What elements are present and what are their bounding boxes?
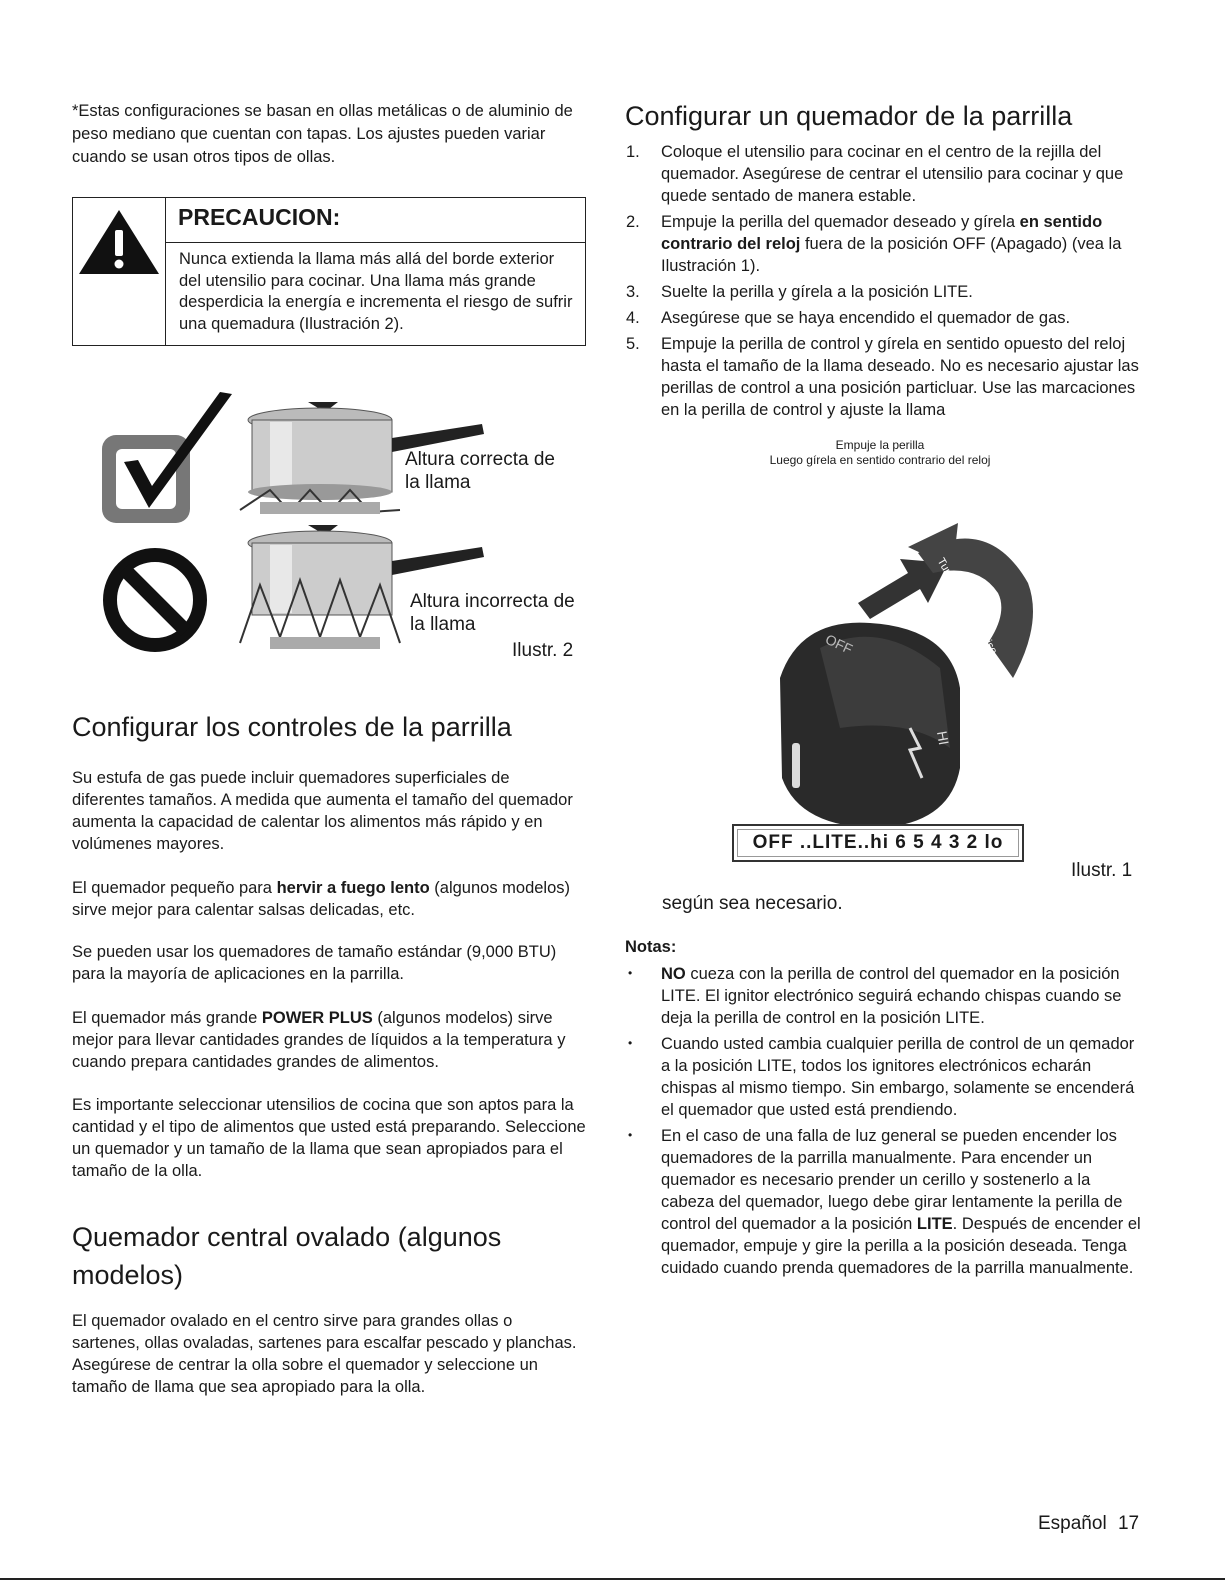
section-heading-oval-burner: Quemador central ovalado (algunos modelos) bbox=[72, 1222, 502, 1290]
caution-text: Nunca extienda la llama más allá del borde exterior del utensilio para cocinar. Una llama más grande desperdicia la energía e incrementa el riesgo de sufrir una quemadura (Ilustración 2). bbox=[179, 250, 573, 333]
figure-1-caption-line-1: Empuje la perilla bbox=[835, 438, 925, 452]
intro-note: *Estas configuraciones se basan en ollas metálicas o de aluminio de peso mediano que cuentan con tapas. Los ajustes pueden variar cuando se usan otros tipos de ollas. bbox=[72, 102, 573, 166]
oval-burner-paragraph: El quemador ovalado en el centro sirve para grandes ollas o sartenes, ollas ovaladas, sartenes para escalfar pescado y planchas. Asegúrese de centrar la olla sobre el quemador y seleccione un tamaño de llama que sea apropiado para la olla. bbox=[72, 1312, 577, 1396]
controls-paragraph-1: Su estufa de gas puede incluir quemadores superficiales de diferentes tamaños. A medida que aumenta el tamaño del quemador aumenta la capacidad de calentar los alimentos más rápido y en volúmenes mayores. bbox=[72, 769, 573, 853]
note-item: • NO cueza con la perilla de control del quemador en la posición LITE. El ignitor electrónico seguirá echando chispas cuando se deja la perilla de control en la posición LITE. bbox=[628, 965, 1122, 1027]
notes-title: Notas: bbox=[625, 938, 677, 956]
warning-icon-cell bbox=[73, 198, 166, 345]
controls-paragraph-2: El quemador pequeño para hervir a fuego lento (algunos modelos) sirve mejor para calentar salsas delicadas, etc. bbox=[72, 879, 571, 919]
step-item: 1. Coloque el utensilio para cocinar en el centro de la rejilla del quemador. Asegúrese de centrar el utensilio para cocinar y que quede sentado de manera estable. bbox=[626, 143, 1124, 205]
warning-icon bbox=[73, 206, 165, 286]
caution-title: PRECAUCION: bbox=[178, 204, 341, 230]
caution-box bbox=[72, 197, 586, 346]
dial-scale: OFF ..LITE..hi 6 5 4 3 2 lo bbox=[732, 824, 1024, 862]
push-in-label: Push in bbox=[857, 538, 903, 573]
burner-steps bbox=[622, 141, 1142, 425]
figure-1 bbox=[680, 438, 1080, 878]
note-item: • Cuando usted cambia cualquier perilla de control de un qemador a la posición LITE, todos los ignitores electrónicos echarán chispas al mismo tiempo. Sin embargo, solamente se encenderá el quemador que usted está prendiendo. bbox=[628, 1035, 1135, 1119]
correct-label: Altura correcta de la llama bbox=[405, 449, 555, 493]
controls-paragraph-4: El quemador más grande POWER PLUS (algunos modelos) sirve mejor para llevar cantidades grandes de líquidos a la temperatura y cuando prepara cantidades grandes de alimentos. bbox=[72, 1009, 566, 1071]
turn-label: Turn counterclockwise bbox=[934, 556, 1000, 657]
controls-paragraph-3: Se pueden usar los quemadores de tamaño estándar (9,000 BTU) para la mayoría de aplicaciones en la parrilla. bbox=[72, 943, 557, 983]
bottom-rule bbox=[0, 1578, 1225, 1580]
control-knob-icon bbox=[760, 608, 1000, 838]
step-item: 4. Asegúrese que se haya encendido el quemador de gas. bbox=[626, 309, 1071, 327]
caution-title-cell bbox=[166, 198, 585, 243]
figure-2-caption: Ilustr. 2 bbox=[512, 640, 574, 661]
footer-language: Español bbox=[1038, 1513, 1107, 1534]
notes-list bbox=[622, 963, 1144, 1283]
knob-hi-label: HI bbox=[933, 729, 953, 747]
section-heading-burner: Configurar un quemador de la parrilla bbox=[625, 101, 1073, 131]
incorrect-label: Altura incorrecta de la llama bbox=[410, 591, 575, 635]
note-item: • En el caso de una falla de luz general se pueden encender los quemadores de la parrilla manualmente. Para encender un quemador es necesario prender un cerillo y sostenerlo a la cabeza del quemador, luego debe girar lentamente la perilla de control del quemador a la posición LITE. Después de encender el quemador, empuje y gire la perilla a la posición deseada. Tenga cuidado cuando prenda quemadores de la parrilla manualmente. bbox=[628, 1127, 1141, 1277]
step-item: 3. Suelte la perilla y gírela a la posición LITE. bbox=[626, 283, 973, 301]
prohibited-icon bbox=[100, 545, 210, 655]
checkmark-icon bbox=[94, 390, 234, 530]
footer bbox=[1038, 1513, 1139, 1535]
page-number: 17 bbox=[1117, 1513, 1140, 1534]
controls-paragraph-5: Es importante seleccionar utensilios de cocina que son aptos para la cantidad y el tipo de alimentos que usted está preparando. Seleccione un quemador y un tamaño de la llama que sean apropiados para el tamaño de la olla. bbox=[72, 1096, 586, 1180]
figure-2 bbox=[80, 380, 590, 670]
knob-off-label: OFF bbox=[822, 630, 856, 658]
figure-1-caption: Ilustr. 1 bbox=[1071, 860, 1133, 881]
step-item: 2. Empuje la perilla del quemador deseado y gírela en sentido contrario del reloj fuera de la posición OFF (Apagado) (vea la Ilustración 1). bbox=[626, 213, 1122, 275]
section-heading-controls: Configurar los controles de la parrilla bbox=[72, 712, 512, 742]
figure-1-caption-line-2: Luego gírela en sentido contrario del reloj bbox=[769, 453, 991, 467]
step-5-continuation: según sea necesario. bbox=[662, 893, 843, 914]
step-item: 5. Empuje la perilla de control y gírela en sentido opuesto del reloj hasta el tamaño de la llama deseado. No es necesario ajustar las perillas de control a una posición particluar. Use las marcaciones en la perilla de control y ajuste la llama bbox=[626, 335, 1139, 419]
